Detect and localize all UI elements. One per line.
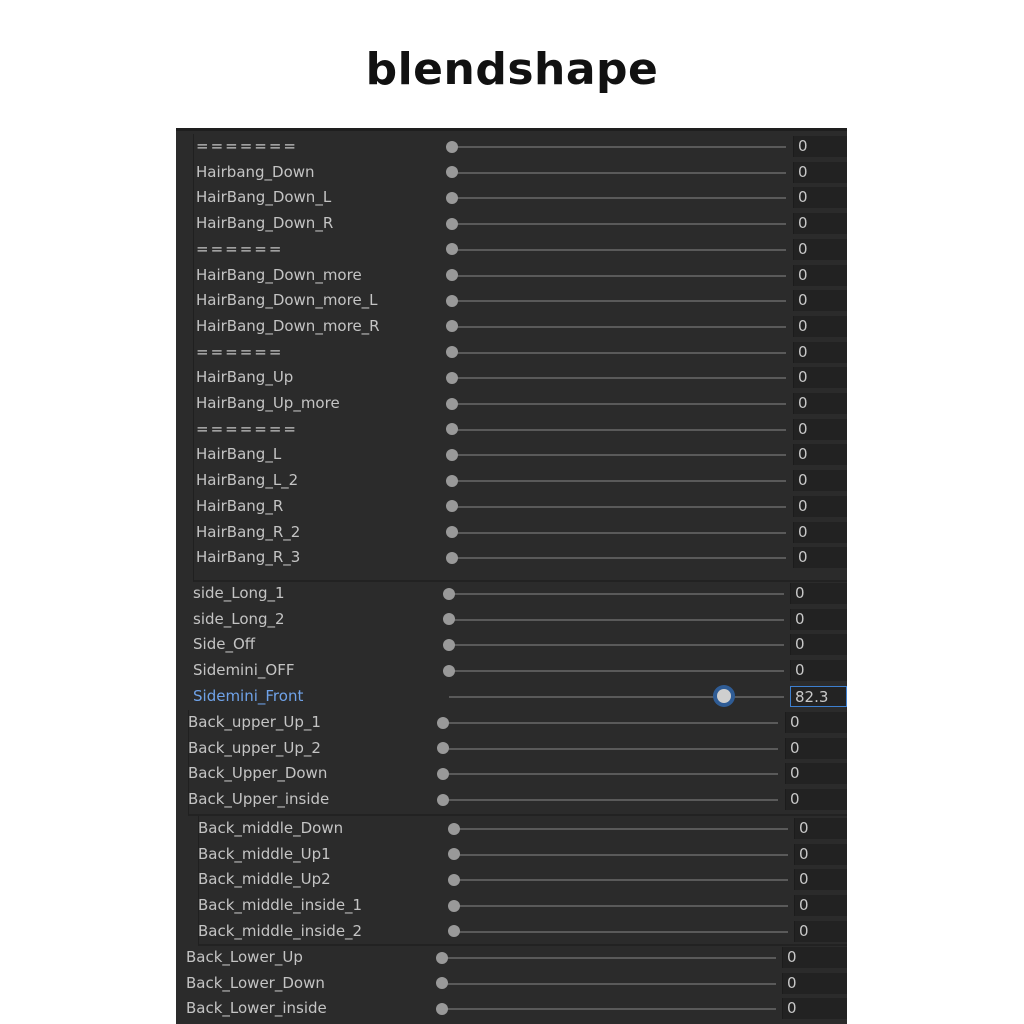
blendshape-row: [176, 658, 847, 684]
blendshape-row: [176, 632, 847, 658]
blendshape-panel: [176, 128, 847, 1024]
slider-handle[interactable]: [437, 742, 449, 754]
slider-handle[interactable]: [436, 952, 448, 964]
value-field[interactable]: 0: [785, 738, 847, 759]
value-field[interactable]: 0: [790, 660, 847, 681]
value-field[interactable]: 0: [785, 789, 847, 810]
slider-handle[interactable]: [446, 423, 458, 435]
slider-handle[interactable]: [446, 166, 458, 178]
blendshape-row: [176, 996, 847, 1022]
blendshape-label: HairBang_Down_more_L: [196, 291, 378, 310]
slider-track[interactable]: [454, 931, 788, 933]
slider-track[interactable]: [452, 172, 786, 174]
slider-handle[interactable]: [437, 794, 449, 806]
slider-track[interactable]: [454, 828, 788, 830]
slider-handle[interactable]: [446, 398, 458, 410]
slider-track[interactable]: [452, 146, 786, 148]
slider-handle[interactable]: [446, 552, 458, 564]
blendshape-label: Sidemini_OFF: [193, 661, 295, 680]
blendshape-label: Back_upper_Up_2: [188, 738, 321, 757]
blendshape-row: [176, 211, 847, 237]
blendshape-label: Back_middle_inside_2: [198, 921, 363, 940]
value-field[interactable]: 0: [793, 444, 847, 465]
value-field[interactable]: 82.3: [790, 686, 847, 707]
blendshape-label: Back_middle_Up2: [198, 870, 331, 889]
slider-track[interactable]: [449, 696, 784, 698]
blendshape-label: HairBang_Down_R: [196, 214, 334, 233]
slider-handle[interactable]: [443, 588, 455, 600]
slider-track[interactable]: [442, 1008, 776, 1010]
blendshape-label: HairBang_Down_more: [196, 265, 362, 284]
value-field[interactable]: 0: [794, 818, 847, 839]
value-field[interactable]: 0: [793, 367, 847, 388]
blendshape-row: [176, 288, 847, 314]
blendshape-row: [176, 417, 847, 443]
slider-handle[interactable]: [446, 320, 458, 332]
blendshape-row: [176, 581, 847, 607]
slider-handle[interactable]: [436, 1003, 448, 1015]
blendshape-label: Back_upper_Up_1: [188, 713, 321, 731]
slider-track[interactable]: [452, 223, 786, 225]
slider-handle[interactable]: [443, 665, 455, 677]
value-field[interactable]: 0: [793, 470, 847, 491]
value-field[interactable]: 0: [793, 393, 847, 414]
slider-handle[interactable]: [446, 449, 458, 461]
slider-track[interactable]: [452, 557, 786, 559]
blendshape-label: HairBang_L_2: [196, 471, 299, 490]
slider-handle[interactable]: [448, 823, 460, 835]
slider-track[interactable]: [452, 326, 786, 328]
blendshape-label: HairBang_R: [196, 496, 284, 515]
blendshape-label: Back_Lower_Down: [186, 973, 325, 992]
blendshape-row: [176, 185, 847, 211]
slider-handle[interactable]: [443, 613, 455, 625]
slider-track[interactable]: [442, 957, 776, 959]
blendshape-row: [176, 468, 847, 494]
blendshape-row: [176, 134, 847, 160]
blendshape-row: [176, 494, 847, 520]
slider-handle[interactable]: [446, 500, 458, 512]
slider-track[interactable]: [452, 249, 786, 251]
slider-track[interactable]: [452, 506, 786, 508]
slider-handle[interactable]: [437, 717, 449, 729]
blendshape-row: [176, 365, 847, 391]
slider-track[interactable]: [452, 532, 786, 534]
value-field[interactable]: 0: [793, 136, 847, 157]
blendshape-label: HairBang_R_3: [196, 548, 301, 567]
blendshape-row: [176, 237, 847, 263]
blendshape-group: [176, 816, 847, 945]
slider-track[interactable]: [452, 454, 786, 456]
blendshape-row: [176, 710, 847, 736]
value-field[interactable]: 0: [793, 547, 847, 568]
blendshape-label: HairBang_Up_more: [196, 394, 340, 412]
blendshape-row: [176, 340, 847, 366]
value-field[interactable]: 0: [794, 921, 847, 942]
blendshape-label: side_Long_2: [193, 609, 285, 628]
slider-handle[interactable]: [448, 848, 460, 860]
slider-handle[interactable]: [448, 900, 460, 912]
blendshape-row: [176, 736, 847, 762]
value-field[interactable]: 0: [793, 522, 847, 543]
blendshape-row: [176, 545, 847, 571]
value-field[interactable]: 0: [790, 634, 847, 655]
slider-handle[interactable]: [446, 372, 458, 384]
blendshape-label: Side_Off: [193, 635, 256, 654]
slider-track[interactable]: [452, 403, 786, 405]
blendshape-label: ======: [196, 342, 284, 361]
slider-handle[interactable]: [717, 689, 731, 703]
page-title: blendshape: [365, 44, 659, 95]
blendshape-row: [176, 842, 847, 868]
slider-track[interactable]: [452, 377, 786, 379]
blendshape-label: =======: [196, 137, 298, 155]
slider-handle[interactable]: [437, 768, 449, 780]
slider-track[interactable]: [452, 352, 786, 354]
blendshape-label: Back_Upper_inside: [188, 790, 330, 809]
value-field[interactable]: 0: [782, 947, 847, 968]
blendshape-row: [176, 391, 847, 417]
value-field[interactable]: 0: [785, 763, 847, 784]
slider-track[interactable]: [452, 429, 786, 431]
slider-track[interactable]: [449, 593, 784, 595]
value-field[interactable]: 0: [794, 844, 847, 865]
slider-handle[interactable]: [446, 346, 458, 358]
blendshape-row: [176, 684, 847, 710]
blendshape-label: HairBang_Up: [196, 368, 294, 387]
slider-handle[interactable]: [448, 874, 460, 886]
slider-track[interactable]: [442, 983, 776, 985]
blendshape-row: [176, 867, 847, 893]
value-field[interactable]: 0: [793, 496, 847, 517]
blendshape-row: [176, 520, 847, 546]
blendshape-label: HairBang_Down_L: [196, 188, 332, 207]
blendshape-row: [176, 787, 847, 813]
blendshape-label: Back_Lower_Up: [186, 948, 303, 966]
blendshape-row: [176, 971, 847, 997]
slider-track[interactable]: [454, 854, 788, 856]
value-field[interactable]: 0: [794, 895, 847, 916]
value-field[interactable]: 0: [793, 187, 847, 208]
blendshape-row: [176, 263, 847, 289]
value-field[interactable]: 0: [790, 583, 847, 604]
blendshape-label: Back_Lower_inside: [186, 999, 327, 1018]
value-field[interactable]: 0: [782, 998, 847, 1019]
slider-handle[interactable]: [446, 243, 458, 255]
value-field[interactable]: 0: [793, 419, 847, 440]
slider-handle[interactable]: [446, 141, 458, 153]
slider-track[interactable]: [449, 619, 784, 621]
blendshape-row: [176, 761, 847, 787]
slider-handle[interactable]: [443, 639, 455, 651]
value-field[interactable]: 0: [793, 316, 847, 337]
blendshape-row: [176, 160, 847, 186]
panel-top-border: [176, 128, 847, 131]
blendshape-label: Back_Upper_Down: [188, 764, 328, 783]
slider-handle[interactable]: [446, 192, 458, 204]
value-field[interactable]: 0: [793, 265, 847, 286]
slider-track[interactable]: [454, 905, 788, 907]
slider-track[interactable]: [443, 773, 778, 775]
slider-handle[interactable]: [446, 526, 458, 538]
value-field[interactable]: 0: [793, 162, 847, 183]
slider-track[interactable]: [452, 480, 786, 482]
blendshape-label: Hairbang_Down: [196, 162, 315, 181]
value-field[interactable]: 0: [785, 712, 847, 733]
blendshape-label: Back_middle_Down: [198, 819, 344, 837]
blendshape-label: ======: [196, 239, 284, 258]
slider-track[interactable]: [443, 722, 778, 724]
blendshape-row: [176, 607, 847, 633]
slider-handle[interactable]: [436, 977, 448, 989]
blendshape-group: [176, 581, 847, 710]
blendshape-row: [176, 945, 847, 971]
slider-handle[interactable]: [448, 925, 460, 937]
value-field[interactable]: 0: [782, 973, 847, 994]
blendshape-label: HairBang_L: [196, 445, 282, 464]
slider-handle[interactable]: [446, 295, 458, 307]
slider-track[interactable]: [452, 300, 786, 302]
blendshape-label: =======: [196, 419, 298, 438]
slider-track[interactable]: [443, 748, 778, 750]
slider-track[interactable]: [443, 799, 778, 801]
blendshape-row: [176, 816, 847, 842]
slider-track[interactable]: [449, 670, 784, 672]
blendshape-row: [176, 919, 847, 945]
value-field[interactable]: 0: [790, 609, 847, 630]
slider-track[interactable]: [452, 197, 786, 199]
slider-track[interactable]: [449, 644, 784, 646]
blendshape-label: Back_middle_inside_1: [198, 896, 363, 915]
slider-handle[interactable]: [446, 218, 458, 230]
slider-handle[interactable]: [446, 475, 458, 487]
blendshape-group: [176, 710, 847, 813]
blendshape-row: [176, 893, 847, 919]
slider-track[interactable]: [452, 275, 786, 277]
blendshape-group: [176, 945, 847, 1022]
value-field[interactable]: 0: [793, 342, 847, 363]
blendshape-label: Back_middle_Up1: [198, 844, 331, 863]
value-field[interactable]: 0: [793, 290, 847, 311]
blendshape-label: HairBang_Down_more_R: [196, 316, 380, 335]
blendshape-row: [176, 314, 847, 340]
slider-handle[interactable]: [446, 269, 458, 281]
value-field[interactable]: 0: [793, 213, 847, 234]
blendshape-label: side_Long_1: [193, 584, 285, 602]
blendshape-label: HairBang_R_2: [196, 522, 301, 541]
blendshape-group: [176, 134, 847, 571]
blendshape-row: [176, 442, 847, 468]
value-field[interactable]: 0: [793, 239, 847, 260]
slider-track[interactable]: [454, 879, 788, 881]
blendshape-label: Sidemini_Front: [193, 686, 304, 705]
value-field[interactable]: 0: [794, 869, 847, 890]
